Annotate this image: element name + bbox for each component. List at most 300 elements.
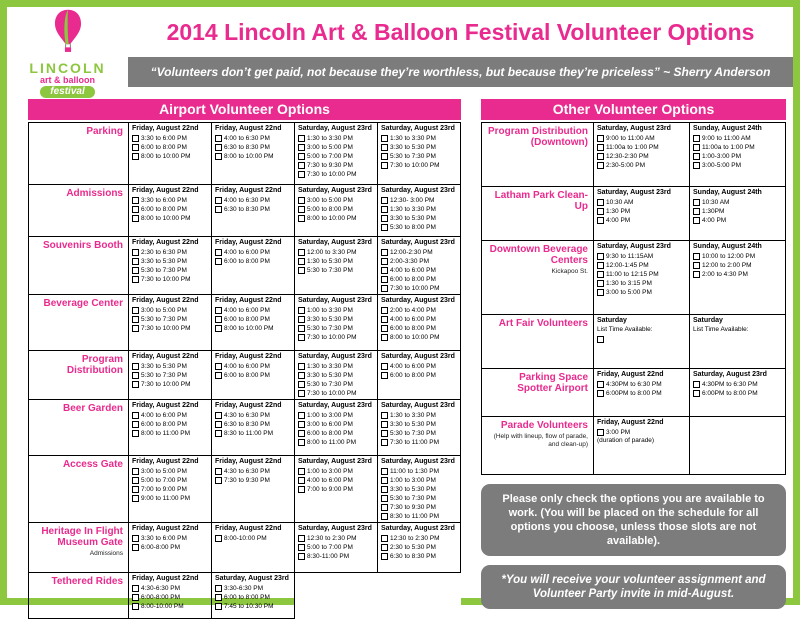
cell-date: Saturday, August 23rd: [298, 239, 372, 246]
airport-options-section: [28, 99, 461, 619]
time-slot: [597, 144, 687, 152]
checkbox[interactable]: [381, 325, 388, 332]
row-label-text: Souvenirs Booth: [42, 240, 123, 251]
checkbox[interactable]: [381, 258, 388, 265]
checkbox[interactable]: [132, 372, 139, 379]
time-slot-label: 1:30 PM: [606, 207, 631, 215]
cell-date: Sunday, August 24th: [693, 243, 762, 250]
slot-cell: [378, 456, 461, 523]
time-slot: [298, 363, 375, 371]
slot-cell: [378, 295, 461, 351]
time-slot-label: 4:00 PM: [702, 216, 727, 224]
checkbox[interactable]: [298, 162, 305, 169]
checkbox[interactable]: [693, 262, 700, 269]
slot-cell: [295, 237, 378, 295]
checkbox[interactable]: [381, 267, 388, 274]
checkbox[interactable]: [693, 253, 700, 260]
time-slot-label: 5:00 to 7:00 PM: [307, 543, 353, 551]
time-slot-label: 6:00 to 8:00 PM: [224, 257, 270, 265]
checkbox[interactable]: [597, 429, 604, 436]
checkbox[interactable]: [215, 258, 222, 265]
checkbox[interactable]: [298, 544, 305, 551]
checkbox[interactable]: [597, 390, 604, 397]
time-slot: [597, 253, 687, 261]
time-slot: [381, 153, 458, 161]
time-slot-label: 2:00 to 4:00 PM: [390, 306, 436, 314]
time-slot-label: 1:00 to 3:00 PM: [390, 476, 436, 484]
table-row: [29, 237, 461, 295]
checkbox[interactable]: [298, 215, 305, 222]
checkbox[interactable]: [132, 495, 139, 502]
checkbox[interactable]: [381, 363, 388, 370]
time-slot-label: 4:00 to 6:30 PM: [224, 134, 270, 142]
time-slot: [215, 206, 292, 214]
time-slot-label: 6:00 to 8:00 PM: [390, 371, 436, 379]
checkbox[interactable]: [215, 412, 222, 419]
row-sublabel: Kickapoo St.: [551, 268, 588, 275]
time-slot: [693, 381, 783, 389]
time-slot: [215, 603, 292, 611]
time-slot: [597, 390, 687, 398]
table-row: [29, 123, 461, 185]
checkbox[interactable]: [298, 144, 305, 151]
time-slot-label: 10:30 AM: [606, 198, 634, 206]
checkbox[interactable]: [298, 258, 305, 265]
checkbox[interactable]: [381, 439, 388, 446]
time-slot: [215, 585, 292, 593]
checkbox[interactable]: [597, 253, 604, 260]
time-slot-label: 6:00 to 8:00 PM: [390, 275, 436, 283]
time-slot: [298, 162, 375, 170]
row-label: [482, 315, 594, 369]
checkbox[interactable]: [215, 144, 222, 151]
cell-date: Saturday, August 23rd: [298, 353, 372, 360]
checkbox[interactable]: [132, 197, 139, 204]
checkbox[interactable]: [597, 289, 604, 296]
checkbox[interactable]: [381, 224, 388, 231]
time-slot: [132, 372, 209, 380]
time-slot: [693, 271, 783, 279]
slot-cell: [690, 241, 786, 315]
checkbox[interactable]: [381, 412, 388, 419]
checkbox[interactable]: [381, 135, 388, 142]
table-row: [29, 456, 461, 523]
checkbox[interactable]: [381, 495, 388, 502]
checkbox[interactable]: [597, 208, 604, 215]
checkbox[interactable]: [132, 307, 139, 314]
checkbox[interactable]: [215, 197, 222, 204]
slot-cell: [594, 241, 690, 315]
slot-cell: [594, 315, 690, 369]
slot-cell: [295, 573, 378, 619]
checkbox[interactable]: [381, 162, 388, 169]
checkbox[interactable]: [132, 430, 139, 437]
checkbox[interactable]: [597, 262, 604, 269]
time-slot-label: 11:00a to 1:00 PM: [702, 143, 755, 151]
time-slot: [693, 135, 783, 143]
time-slot: [298, 553, 375, 561]
row-label-text: Latham Park Clean-Up: [494, 190, 588, 212]
time-slot-label: 4:00 to 6:30 PM: [224, 196, 270, 204]
checkbox[interactable]: [298, 363, 305, 370]
time-slot-label: 12:30-2:30 PM: [606, 152, 649, 160]
time-slot-label: 8:00 to 10:00 PM: [307, 214, 357, 222]
checkbox[interactable]: [132, 477, 139, 484]
time-slot: [381, 553, 458, 561]
checkbox[interactable]: [381, 513, 388, 520]
time-slot-label: 1:30 to 3:30 PM: [307, 134, 353, 142]
cell-date: Saturday, August 23rd: [381, 187, 455, 194]
checkbox[interactable]: [215, 316, 222, 323]
time-slot: [215, 325, 292, 333]
checkbox[interactable]: [132, 249, 139, 256]
time-slot-label: 1:30PM: [702, 207, 725, 215]
time-slot: [132, 495, 209, 503]
checkbox[interactable]: [132, 276, 139, 283]
cell-date: Saturday, August 23rd: [298, 125, 372, 132]
time-slot: [132, 325, 209, 333]
time-slot: [381, 267, 458, 275]
time-slot-label: 3:30 to 5:30 PM: [390, 143, 436, 151]
time-slot: [381, 430, 458, 438]
checkbox[interactable]: [132, 316, 139, 323]
checkbox[interactable]: [132, 585, 139, 592]
time-slot-label: 6:00 to 8:00 PM: [224, 593, 270, 601]
time-slot: [215, 258, 292, 266]
checkbox[interactable]: [132, 544, 139, 551]
table-row: [482, 123, 786, 187]
checkbox[interactable]: [693, 208, 700, 215]
slot-cell: [129, 456, 212, 523]
checkbox[interactable]: [693, 381, 700, 388]
time-slot-label: 4:00 to 6:00 PM: [224, 306, 270, 314]
checkbox[interactable]: [298, 249, 305, 256]
checkbox[interactable]: [298, 477, 305, 484]
time-slot: [132, 421, 209, 429]
checkbox[interactable]: [215, 307, 222, 314]
checkbox[interactable]: [132, 363, 139, 370]
time-slot-label: 7:30 to 10:00 PM: [390, 284, 440, 292]
row-label-text: Admissions: [66, 188, 123, 199]
header-right: [128, 7, 793, 95]
cell-date: Saturday, August 23rd: [597, 125, 671, 132]
time-slot-label: 1:30 to 3:15 PM: [606, 279, 652, 287]
checkbox[interactable]: [597, 135, 604, 142]
checkbox[interactable]: [693, 271, 700, 278]
checkbox[interactable]: [298, 553, 305, 560]
row-label: [29, 573, 129, 619]
checkbox[interactable]: [215, 585, 222, 592]
time-slot: [215, 421, 292, 429]
cell-date: Friday, August 22nd: [215, 353, 282, 360]
cell-note: (duration of parade): [597, 437, 655, 444]
time-slot-label: 1:30 to 3:30 PM: [390, 205, 436, 213]
checkbox[interactable]: [215, 430, 222, 437]
checkbox[interactable]: [215, 363, 222, 370]
time-slot-label: 6:00-8:00 PM: [141, 593, 181, 601]
checkbox[interactable]: [132, 603, 139, 610]
time-slot: [298, 325, 375, 333]
time-slot-label: 7:30 to 10:00 PM: [141, 275, 191, 283]
checkbox[interactable]: [298, 468, 305, 475]
checkbox[interactable]: [381, 421, 388, 428]
checkbox[interactable]: [215, 249, 222, 256]
other-table-holder: [481, 122, 786, 475]
checkbox[interactable]: [381, 486, 388, 493]
slot-cell: [129, 237, 212, 295]
time-slot: [693, 153, 783, 161]
checkbox[interactable]: [132, 421, 139, 428]
checkbox[interactable]: [215, 372, 222, 379]
checkbox[interactable]: [597, 162, 604, 169]
checkbox[interactable]: [298, 334, 305, 341]
time-slot-label: 5:30 to 7:30 PM: [141, 266, 187, 274]
volunteer-table: [28, 122, 461, 619]
checkbox[interactable]: [215, 535, 222, 542]
checkbox[interactable]: [132, 486, 139, 493]
time-slot: [693, 199, 783, 207]
time-slot-label: 8:00 to 10:00 PM: [141, 152, 191, 160]
time-slot: [381, 504, 458, 512]
time-slot-label: 1:00 to 3:00 PM: [307, 467, 353, 475]
time-slot-label: 5:30 to 7:30 PM: [141, 371, 187, 379]
checkbox[interactable]: [693, 199, 700, 206]
checkbox[interactable]: [298, 197, 305, 204]
time-slot-label: 12:00 to 2:00 PM: [702, 261, 752, 269]
time-slot-label: 3:30 to 5:30 PM: [141, 362, 187, 370]
checkbox[interactable]: [215, 477, 222, 484]
time-slot: [215, 135, 292, 143]
time-slot: [298, 258, 375, 266]
cell-date: Friday, August 22nd: [132, 297, 199, 304]
checkbox[interactable]: [381, 477, 388, 484]
checkbox[interactable]: [381, 144, 388, 151]
checkbox[interactable]: [693, 390, 700, 397]
time-slot-label: 2:00 to 4:30 PM: [702, 270, 748, 278]
time-slot: [298, 535, 375, 543]
checkbox[interactable]: [693, 153, 700, 160]
checkbox[interactable]: [693, 162, 700, 169]
checkbox[interactable]: [298, 372, 305, 379]
time-slot-label: 10:00 to 12:00 PM: [702, 252, 756, 260]
checkbox[interactable]: [381, 430, 388, 437]
checkbox[interactable]: [132, 381, 139, 388]
checkbox[interactable]: [215, 153, 222, 160]
time-slot-label: 11:00a to 1:00 PM: [606, 143, 659, 151]
time-slot-label: 4:00 to 6:00 PM: [390, 266, 436, 274]
checkbox[interactable]: [597, 144, 604, 151]
time-slot-label: 5:30 to 7:30 PM: [307, 324, 353, 332]
time-slot: [381, 276, 458, 284]
checkbox[interactable]: [132, 412, 139, 419]
checkbox[interactable]: [215, 135, 222, 142]
time-slot: [215, 468, 292, 476]
checkbox[interactable]: [132, 535, 139, 542]
cell-date: Friday, August 22nd: [132, 125, 199, 132]
checkbox[interactable]: [597, 217, 604, 224]
row-label-text: Access Gate: [62, 459, 123, 470]
cell-note: List Time Available:: [597, 326, 653, 333]
checkbox[interactable]: [298, 325, 305, 332]
checkbox[interactable]: [597, 271, 604, 278]
time-slot: [132, 135, 209, 143]
cell-date: Sunday, August 24th: [693, 189, 762, 196]
checkbox[interactable]: [215, 421, 222, 428]
checkbox[interactable]: [693, 135, 700, 142]
time-slot: [215, 153, 292, 161]
checkbox[interactable]: [381, 307, 388, 314]
checkbox[interactable]: [597, 199, 604, 206]
time-slot-label: 6:00 to 8:00 PM: [307, 429, 353, 437]
checkbox[interactable]: [381, 334, 388, 341]
checkbox[interactable]: [381, 197, 388, 204]
time-slot-label: 6:30 to 8:30 PM: [224, 205, 270, 213]
checkbox[interactable]: [215, 594, 222, 601]
checkbox[interactable]: [298, 439, 305, 446]
time-slot-label: 3:00 to 5:00 PM: [141, 306, 187, 314]
checkbox[interactable]: [597, 153, 604, 160]
checkbox[interactable]: [298, 486, 305, 493]
checkbox[interactable]: [132, 258, 139, 265]
checkbox[interactable]: [597, 336, 604, 343]
checkbox[interactable]: [132, 215, 139, 222]
checkbox[interactable]: [298, 412, 305, 419]
slot-cell: [212, 185, 295, 237]
checkbox[interactable]: [381, 276, 388, 283]
time-slot-label: 7:00 to 9:00 PM: [307, 485, 353, 493]
checkbox[interactable]: [381, 504, 388, 511]
checkbox[interactable]: [381, 535, 388, 542]
time-slot: [381, 325, 458, 333]
checkbox[interactable]: [298, 171, 305, 178]
checkbox[interactable]: [298, 430, 305, 437]
time-slot-label: 6:00 to 8:00 PM: [390, 324, 436, 332]
checkbox[interactable]: [298, 421, 305, 428]
table-row: [482, 187, 786, 241]
time-slot: [132, 215, 209, 223]
checkbox[interactable]: [381, 153, 388, 160]
time-slot-label: 3:00 to 6:00 PM: [307, 420, 353, 428]
checkbox[interactable]: [132, 325, 139, 332]
checkbox[interactable]: [298, 135, 305, 142]
time-slot-label: 4:30 to 6:30 PM: [224, 411, 270, 419]
time-slot-label: 4:30 to 6:30 PM: [224, 467, 270, 475]
checkbox[interactable]: [597, 381, 604, 388]
checkbox[interactable]: [381, 285, 388, 292]
time-slot: [132, 197, 209, 205]
time-slot-label: 8:00 to 10:00 PM: [390, 333, 440, 341]
checkbox[interactable]: [693, 144, 700, 151]
cell-note: List Time Available:: [693, 326, 749, 333]
time-slot-label: 3:00 to 5:00 PM: [307, 196, 353, 204]
checkbox[interactable]: [215, 206, 222, 213]
checkbox[interactable]: [381, 215, 388, 222]
slot-cell: [129, 295, 212, 351]
row-label-text: Program Distribution (Downtown): [487, 126, 588, 148]
cell-date: Friday, August 22nd: [215, 458, 282, 465]
slot-cell: [378, 123, 461, 185]
slot-cell: [295, 351, 378, 400]
cell-date: Friday, August 22nd: [132, 353, 199, 360]
time-slot-label: 4:00 to 6:00 PM: [224, 248, 270, 256]
checkbox[interactable]: [298, 267, 305, 274]
time-slot: [215, 477, 292, 485]
time-slot-label: 12:30 to 2:30 PM: [307, 534, 357, 542]
cell-date: Saturday, August 23rd: [381, 402, 455, 409]
checkbox[interactable]: [381, 249, 388, 256]
checkbox[interactable]: [132, 206, 139, 213]
time-slot-label: 2:30 to 5:30 PM: [390, 543, 436, 551]
checkbox[interactable]: [597, 280, 604, 287]
slot-cell: [378, 185, 461, 237]
time-slot-label: 6:00 to 8:00 PM: [224, 371, 270, 379]
time-slot: [215, 144, 292, 152]
checkbox[interactable]: [132, 267, 139, 274]
time-slot-label: 3:30-6:30 PM: [224, 584, 264, 592]
time-slot: [381, 215, 458, 223]
checkbox[interactable]: [132, 144, 139, 151]
row-label: [29, 523, 129, 573]
row-label: [482, 369, 594, 417]
table-row: [29, 351, 461, 400]
time-slot-label: 8:00 to 11:00 PM: [307, 438, 357, 446]
checkbox[interactable]: [132, 468, 139, 475]
time-slot-label: 8:00 to 10:00 PM: [224, 324, 274, 332]
time-slot-label: 7:30 to 10:00 PM: [141, 380, 191, 388]
checkbox[interactable]: [381, 372, 388, 379]
time-slot: [132, 535, 209, 543]
slot-cell: [129, 523, 212, 573]
airport-table-holder: [28, 122, 461, 619]
checkbox[interactable]: [693, 217, 700, 224]
page-title: 2014 Lincoln Art & Balloon Festival Volunteer Options: [166, 18, 755, 45]
checkbox[interactable]: [298, 316, 305, 323]
checkbox[interactable]: [381, 553, 388, 560]
checkbox[interactable]: [381, 206, 388, 213]
cell-date: Saturday, August 23rd: [381, 297, 455, 304]
checkbox[interactable]: [298, 535, 305, 542]
time-slot: [215, 594, 292, 602]
cell-date: Friday, August 22nd: [132, 402, 199, 409]
time-slot: [215, 316, 292, 324]
checkbox[interactable]: [298, 153, 305, 160]
checkbox[interactable]: [298, 381, 305, 388]
checkbox[interactable]: [215, 468, 222, 475]
time-slot: [132, 603, 209, 611]
time-slot-label: 4:00 to 6:00 PM: [307, 476, 353, 484]
time-slot: [132, 412, 209, 420]
checkbox[interactable]: [132, 153, 139, 160]
time-slot: [298, 430, 375, 438]
cell-date: Friday, August 22nd: [132, 575, 199, 582]
checkbox[interactable]: [298, 206, 305, 213]
checkbox[interactable]: [298, 390, 305, 397]
time-slot-label: 8:00-10:00 PM: [224, 534, 267, 542]
time-slot-label: 2:00-3:30 PM: [390, 257, 430, 265]
slot-cell: [378, 573, 461, 619]
checkbox[interactable]: [298, 307, 305, 314]
slot-cell: [129, 123, 212, 185]
slot-cell: [295, 123, 378, 185]
checkbox[interactable]: [132, 594, 139, 601]
checkbox[interactable]: [215, 325, 222, 332]
checkbox[interactable]: [381, 468, 388, 475]
checkbox[interactable]: [132, 135, 139, 142]
time-slot: [132, 486, 209, 494]
checkbox[interactable]: [381, 544, 388, 551]
checkbox[interactable]: [215, 603, 222, 610]
checkbox[interactable]: [381, 316, 388, 323]
